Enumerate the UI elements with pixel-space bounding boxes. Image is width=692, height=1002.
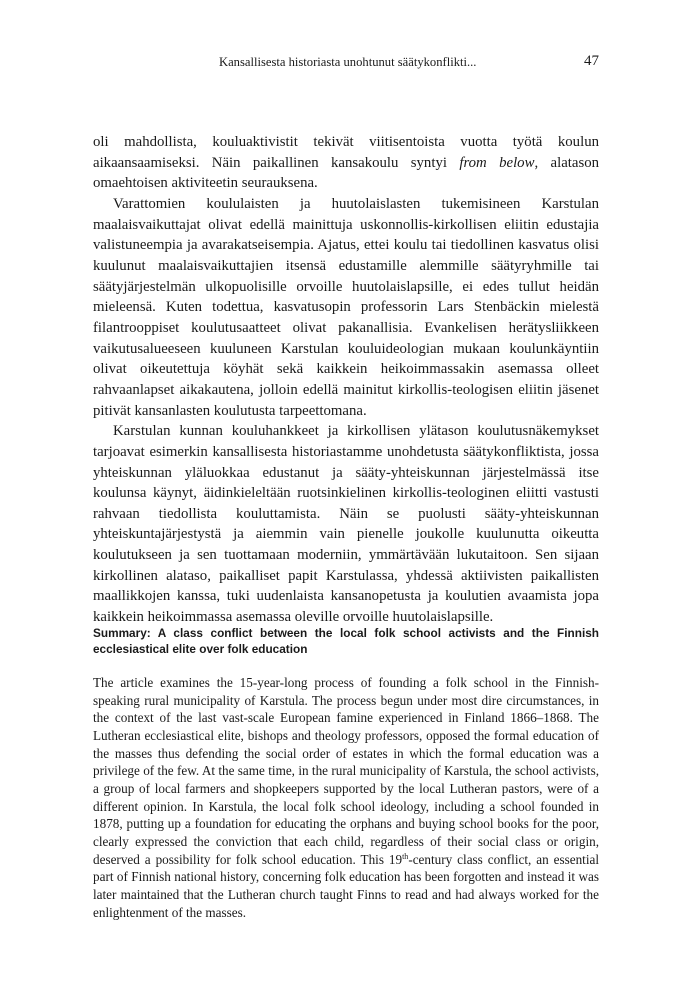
paragraph-1 xyxy=(93,132,599,194)
running-title: Kansallisesta historiasta unohtunut säätykonflikti... xyxy=(219,55,477,69)
summary-heading: Summary: A class conflict between the local folk school activists and the Finnish ecclesiastical elite over folk education xyxy=(93,626,599,656)
paragraph-3: Karstulan kunnan kouluhankkeet ja kirkollisen ylätason koulutusnäkemykset tarjoavat esimerkin kansallisesta historiastamme unohdetusta säätykonfliktista, jossa yhteiskunnan yläluokkaa edustanut ja sääty-yhteiskunnan järjestelmässä itse koulunsa käynyt, äidinkieleltään ruotsinkielinen kirkollis-teologinen eliitti vastusti rahvaan tiedollista kouluttamista. Näin se puolusti sääty-yhteiskunnan yhteiskuntajärjestystä ja aiemmin vain pienelle joukolle kuulunutta oikeutta koulutukseen ja sen tuottamaan moderniin, ymmärtävään lukutaitoon. Sen sijaan kirkollinen alataso, paikalliset papit Karstulassa, yhdessä aktiivisten paikallisten maallikkojen kanssa, tuki uudenlaista kansanopetusta ja koulutien avaamista jopa kaikkein heikoimmassa asemassa oleville orvoille huutolaislapsille. xyxy=(93,423,599,626)
page-header xyxy=(93,53,599,73)
summary-text-end: -century class conflict, an essential part of Finnish national history, concerning folk education has been forgotten and instead it was later maintained that the Lutheran church taught Finns to read and had always worked for the enlightenment of the masses. xyxy=(93,851,600,920)
paragraph-1-text-end: , alatason omaehtoisen aktiviteetin seurauksena. xyxy=(93,154,599,192)
paragraph-1-text-start: oli mahdollista, kouluaktivistit tekivät viitisentoista vuotta työtä koulun aikaansaamiseksi. Näin paikallinen kansakoulu syntyi xyxy=(93,134,599,171)
page-number: 47 xyxy=(584,53,599,69)
summary-superscript: th xyxy=(402,851,409,861)
paragraph-2: Varattomien koululaisten ja huutolaislasten tukemisineen Karstulan maalaisvaikuttajat olivat edellä mainittuja uskonnollis-kirkollisen eliitin edustajia valistuneempia ja avarakatseisempia. Ajatus, ettei koulu tai tiedollinen kasvatus olisi kuulunut maalaisvaikuttajien itsensä edustamille alemmille säätyryhmille tai säätyjärjestelmän ulkopuolisille orvoille huutolaislapsille, ei edes tullut heidän mieleensä. Kuten todettua, kasvatusopin professorin Lars Stenbäckin mielestä filantrooppiset koulutusaatteet olivat pakanallisia. Evankelisen herätysliikkeen vaikutusalueeseen kuuluneen Karstulan kouluideologian mukaan koulunkäyntiin olivat oikeutettuja köyhät sekä kaikkein heikoimmassakin asemassa olleet rahvaanlapset aikakautena, jolloin edellä mainitut kirkollis-teologisen eliitin jäsenet pitivät kansanlasten koulutusta tarpeettomana. xyxy=(93,195,599,419)
article-body xyxy=(93,132,599,628)
summary-text-start: The article examines the 15-year-long process of founding a folk school in the Finnish-speaking rural municipality of Karstula. The process begun under most dire circumstances, in the context of the last vast-scale European famine experienced in Finland 1866–1868. The Lutheran ecclesiastical elite, bishops and theology professors, opposed the formal education of the masses thus defending the social order of estates in which the formal education was a privilege of the few. At the same time, in the rural municipality of Karstula, the school activists, a group of local farmers and shopkeepers supported by the local Lutheran pastors, were of a different opinion. In Karstula, the local folk school ideology, including a school founded in 1878, putting up a foundation for educating the orphans and buying school books for the poor, clearly expressed the conviction that each child, regardless of their social class or origin, deserved a possibility for folk school education. This 19 xyxy=(93,675,599,867)
summary-text xyxy=(93,674,599,921)
paragraph-1-italic-phrase: from below xyxy=(459,154,535,171)
